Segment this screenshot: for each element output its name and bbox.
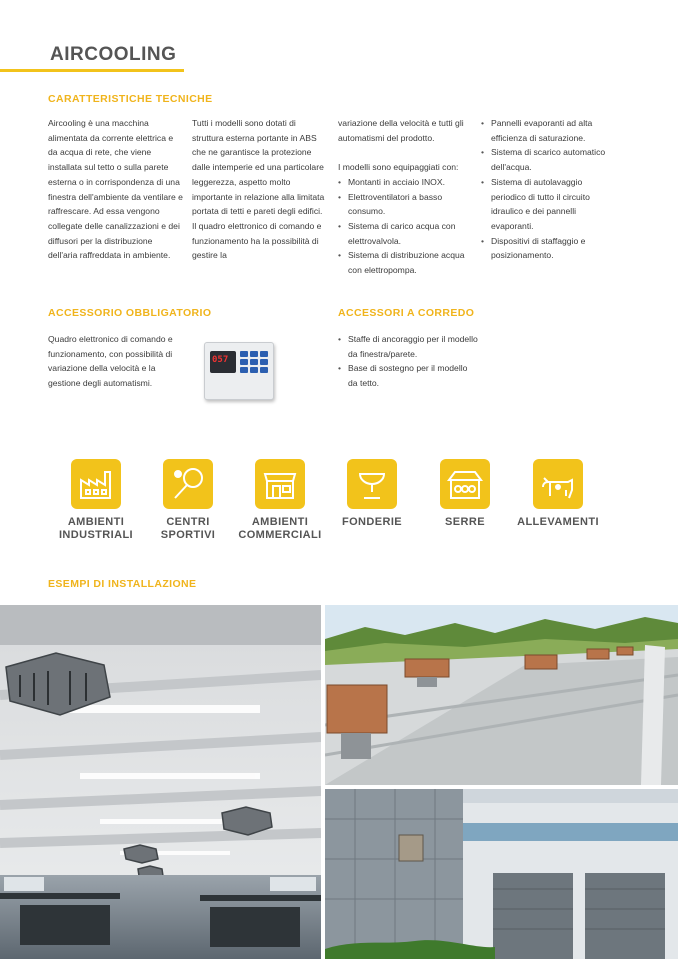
application-label: INDUSTRIALI — [58, 528, 134, 541]
list-item: • Montanti in acciaio INOX. — [338, 175, 473, 190]
list-item: • Sistema di carico acqua con elettrovalvola. — [338, 219, 473, 248]
installation-examples-heading: ESEMPI DI INSTALLAZIONE — [48, 578, 197, 590]
photo-facade-installation — [325, 789, 678, 959]
tech-column-4 — [481, 116, 611, 263]
control-panel-display — [210, 351, 236, 373]
control-panel-image — [204, 342, 274, 400]
application-foundries — [322, 459, 422, 529]
list-item: • Elettroventilatori a basso consumo. — [338, 190, 473, 219]
tech-col3-intro: variazione della velocità e tutti gli automatismi del prodotto. — [338, 118, 464, 143]
list-item: • Sistema di distribuzione acqua con elettropompa. — [338, 248, 473, 277]
supplied-accessories-list — [338, 332, 478, 391]
tech-column-2 — [192, 116, 327, 263]
application-label: COMMERCIALI — [238, 528, 322, 541]
list-item: • Staffe di ancoraggio per il modello da finestra/parete. — [338, 332, 478, 361]
supplied-accessories-text — [338, 332, 478, 391]
control-panel-keys — [240, 351, 268, 373]
tech-column-3 — [338, 116, 473, 278]
application-label: SERRE — [445, 516, 485, 528]
application-label: FONDERIE — [341, 516, 403, 528]
factory-interior-image — [0, 605, 321, 959]
display-readout: 057 — [212, 355, 229, 365]
list-item: • Pannelli evaporanti ad alta efficienza di saturazione. — [481, 116, 611, 145]
list-item: • Sistema di scarico automatico dell'acqua. — [481, 145, 611, 174]
tech-col1-text: Aircooling è una macchina alimentata da corrente elettrica e da acqua di rete, che viene installata sul tetto o sulla parete esterna o in corrispondenza di una finestra dell'ambiente da ventilare e raffrescare. Ad essa vengono collegate delle canalizzazioni e dei diffusori per la distribuzione dell'aria raffreddata in ambiente. — [48, 118, 183, 261]
list-item: • Base di sostegno per il modello da tetto. — [338, 361, 478, 390]
rooftop-image — [325, 605, 678, 785]
mandatory-accessory-heading: ACCESSORIO OBBLIGATORIO — [48, 307, 212, 319]
application-label: CENTRI — [166, 516, 210, 528]
application-commercial — [230, 459, 330, 541]
crucible-icon — [347, 459, 397, 509]
facade-image — [325, 789, 678, 959]
application-greenhouses — [415, 459, 515, 529]
application-sports — [138, 459, 238, 541]
page-title: AIRCOOLING — [50, 44, 177, 65]
supplied-accessories-heading: ACCESSORI A CORREDO — [338, 307, 475, 319]
equipment-list — [338, 175, 473, 278]
title-underline — [0, 69, 184, 72]
list-item: • Sistema di autolavaggio periodico di tutto il circuito idraulico e dei pannelli evaporanti. — [481, 175, 611, 234]
feature-list — [481, 116, 611, 263]
list-item: • Dispositivi di staffaggio e posizionamento. — [481, 234, 611, 263]
factory-icon — [71, 459, 121, 509]
tech-col2-text: Tutti i modelli sono dotati di struttura esterna portante in ABS che ne garantisce la protezione dalle intemperie ed una particolare leggerezza, aspetto molto importante in relazione alla limitata portata di tetti e pareti degli edifici. Il quadro elettronico di comando e funzionamento ha la possibilità di gestire la — [192, 118, 325, 261]
application-livestock — [508, 459, 608, 529]
mandatory-accessory-description: Quadro elettronico di comando e funzionamento, con possibilità di variazione della velocità e la gestione degli automatismi. — [48, 334, 173, 389]
tennis-racket-icon — [163, 459, 213, 509]
application-label: SPORTIVI — [160, 528, 216, 541]
photo-factory-interior — [0, 605, 321, 959]
application-label: AMBIENTI — [67, 516, 125, 528]
application-label: ALLEVAMENTI — [517, 516, 599, 528]
shop-icon — [255, 459, 305, 509]
tech-col3-lead: I modelli sono equipaggiati con: — [338, 162, 459, 173]
mandatory-accessory-text — [48, 332, 178, 391]
tech-heading: CARATTERISTICHE TECNICHE — [48, 93, 213, 105]
greenhouse-icon — [440, 459, 490, 509]
photo-rooftop-installation — [325, 605, 678, 785]
application-industrial — [46, 459, 146, 541]
tech-column-1 — [48, 116, 184, 263]
application-label: AMBIENTI — [251, 516, 309, 528]
cow-icon — [533, 459, 583, 509]
